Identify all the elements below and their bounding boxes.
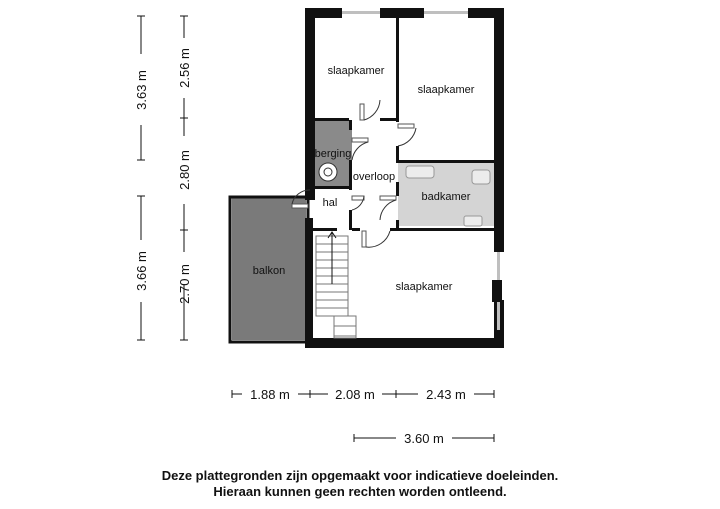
dim-total: 3.60 m (404, 431, 444, 446)
room-label-slaapkamer-top-left: slaapkamer (327, 65, 385, 77)
room-label-slaapkamer-bottom: slaapkamer (395, 281, 453, 293)
dim-bottom-2: 2.08 m (335, 387, 375, 402)
dim-left-lower: 3.66 m (134, 251, 149, 291)
room-label-slaapkamer-top-right: slaapkamer (417, 84, 475, 96)
dim-bottom-3: 2.43 m (426, 387, 466, 402)
disclaimer-text (0, 468, 720, 500)
dim-right-2: 2.80 m (177, 150, 192, 190)
dim-right-1: 2.56 m (177, 48, 192, 88)
dim-bottom-1: 1.88 m (250, 387, 290, 402)
room-label-badkamer: badkamer (421, 191, 471, 203)
room-label-overloop: overloop (352, 171, 396, 183)
boiler-icon (319, 163, 337, 181)
disclaimer-line-2: Hieraan kunnen geen rechten worden ontleend. (213, 484, 507, 499)
disclaimer-line-1: Deze plattegronden zijn opgemaakt voor indicatieve doeleinden. (161, 468, 559, 483)
staircase (316, 236, 356, 338)
dim-left-upper: 3.63 m (134, 70, 149, 110)
room-label-hal: hal (322, 197, 338, 209)
dim-right-3: 2.70 m (177, 264, 192, 304)
room-label-balkon: balkon (252, 265, 286, 277)
room-label-berging: berging (314, 148, 352, 160)
